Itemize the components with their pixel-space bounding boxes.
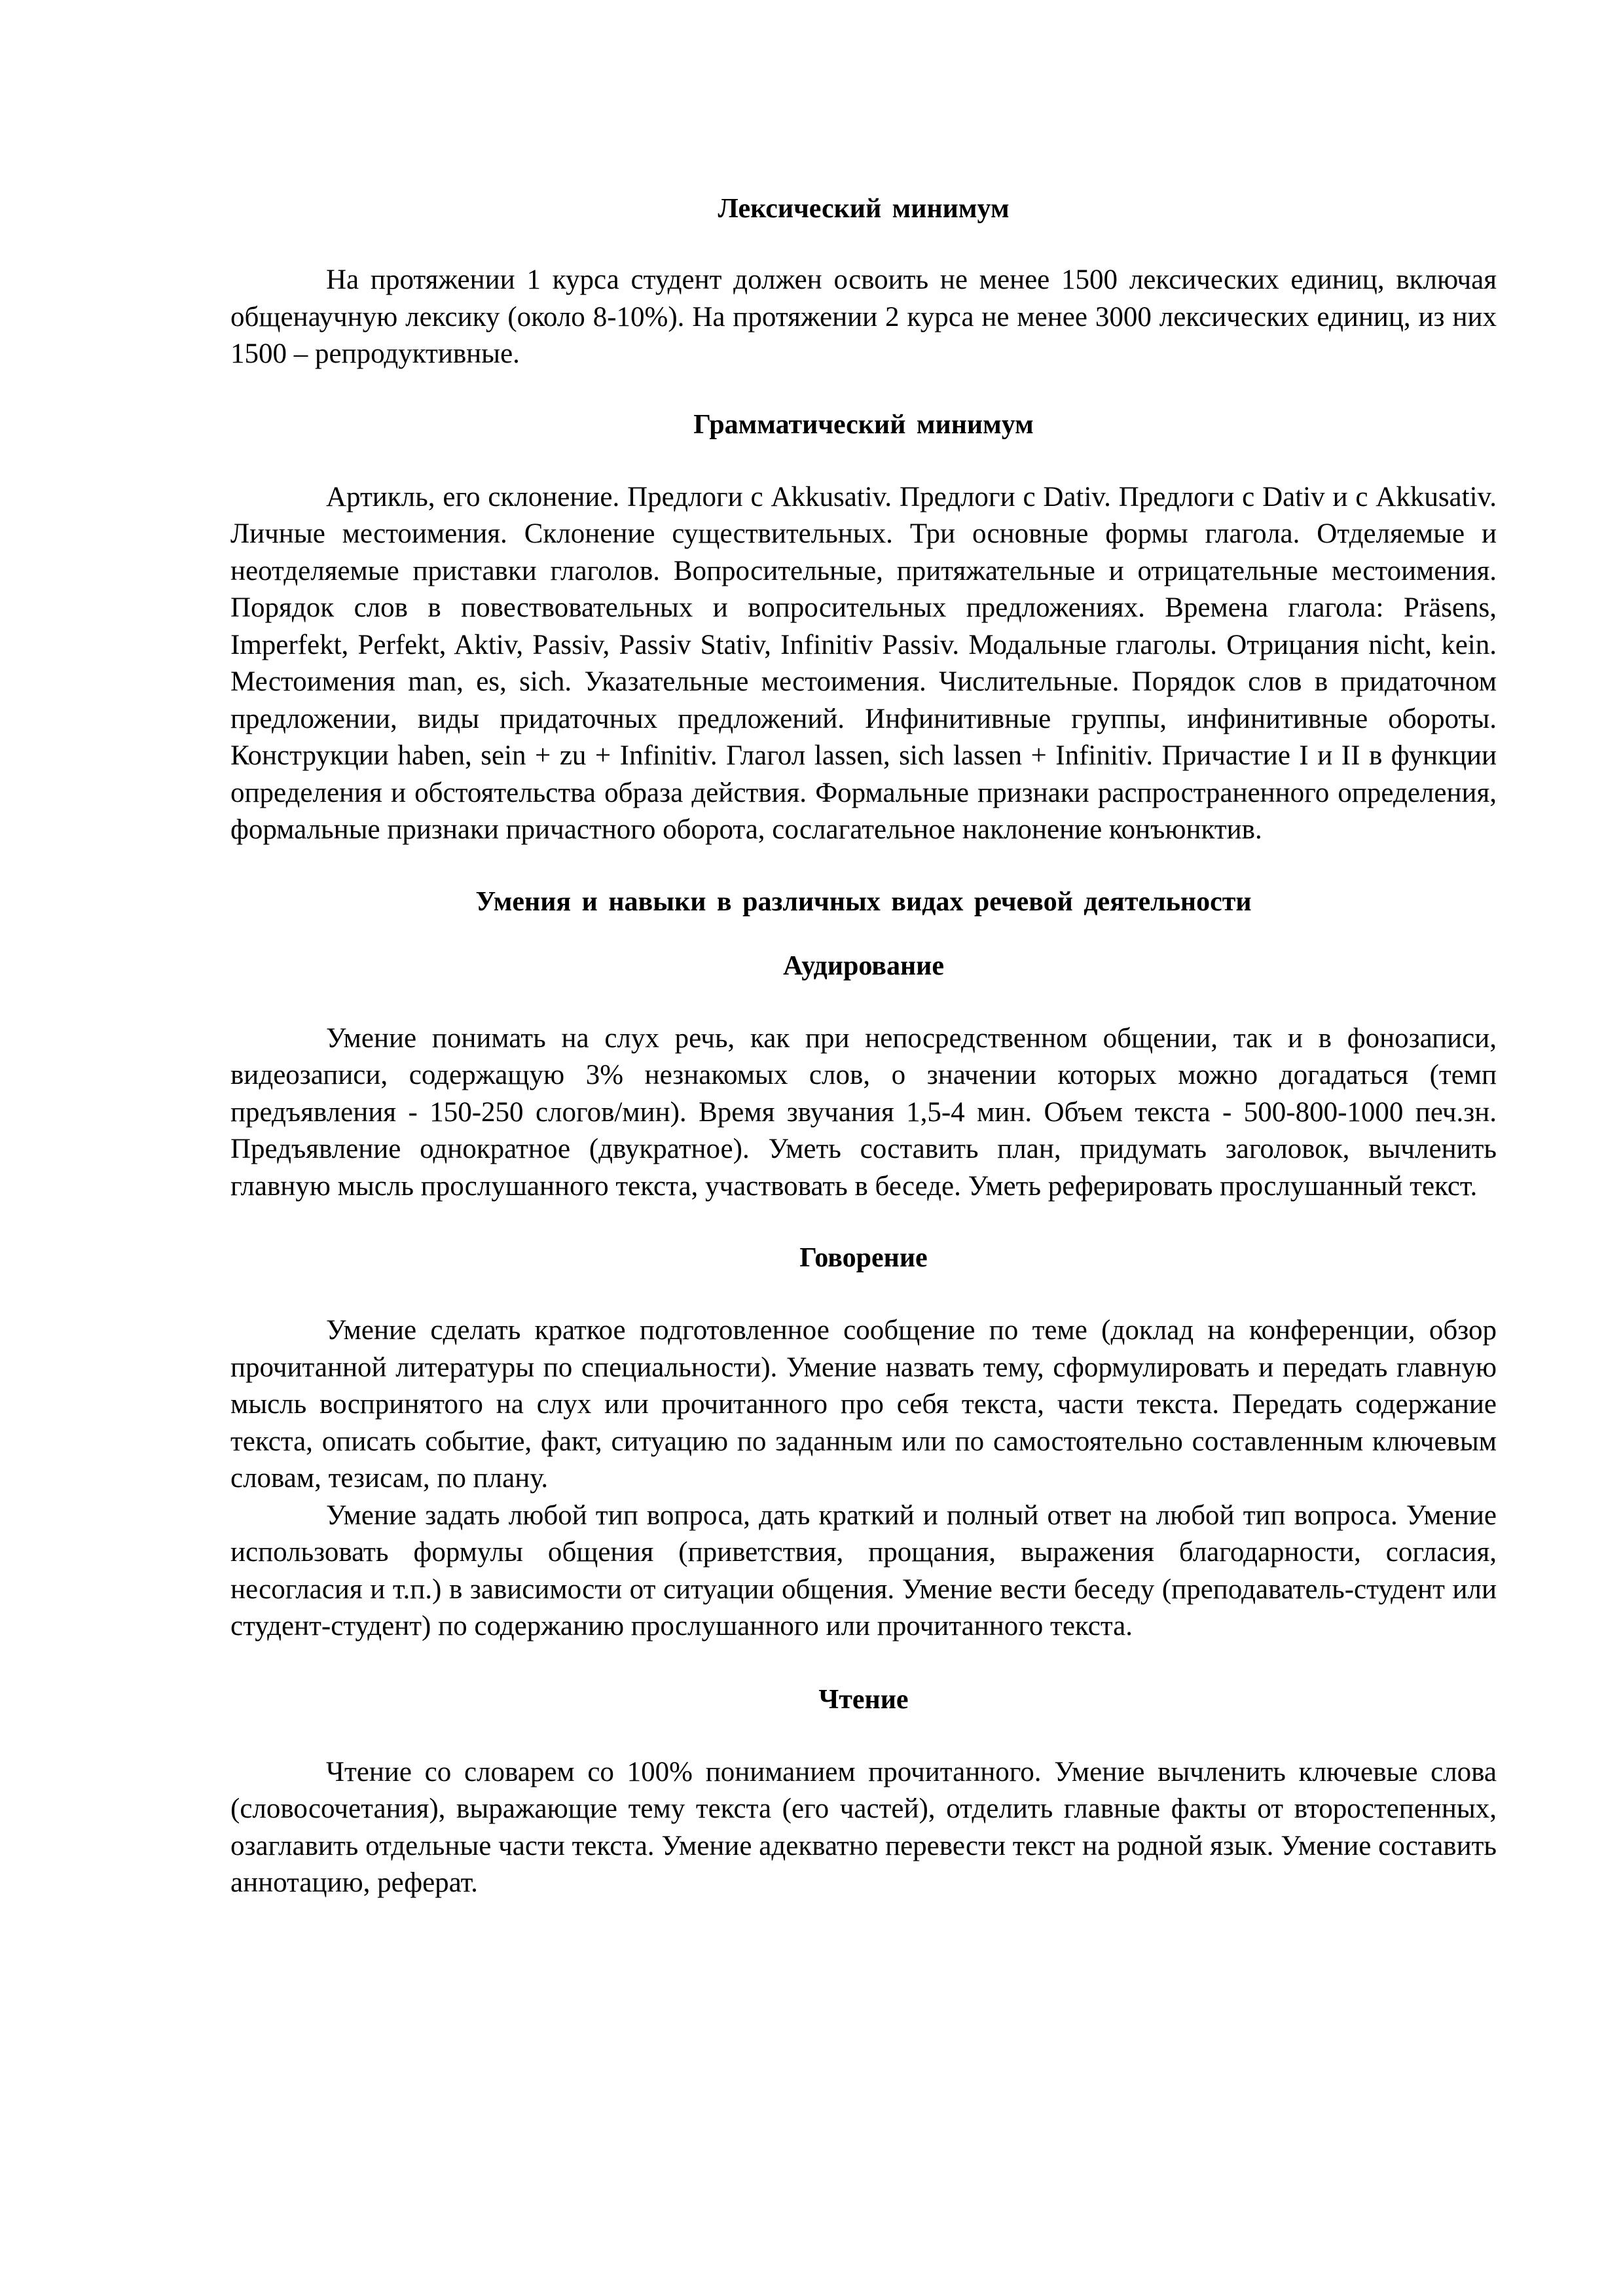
paragraph-grammar-minimum: Артикль, его склонение. Предлоги с Akkusativ. Предлоги с Dativ. Предлоги с Dativ и с Akkusativ. Личные местоимения. Склонение существительных. Три основные формы глагола. Отделяемые и неотделяемые приставки глаголов. Вопросительные, притяжательные и отрицательные местоимения. Порядок слов в повествовательных и вопросительных предложениях. Времена глагола: Präsens, Imperfekt, Perfekt, Aktiv, Passiv, Passiv Stativ, Infinitiv Passiv. Модальные глаголы. Отрицания nicht, kein. Местоимения man, es, sich. Указательные местоимения. Числительные. Порядок слов в придаточном предложении, виды придаточных предложений. Инфинитивные группы, инфинитивные обороты. Конструкции haben, sein + zu + Infinitiv. Глагол lassen, sich lassen + Infinitiv. Причастие I и II в функции определения и обстоятельства образа действия. Формальные признаки распространенного определения, формальные признаки причастного оборота, сослагательное наклонение конъюнктив. [230,481,1497,845]
heading-speech-skills: Умения и навыки в различных видах речевой деятельности [475,886,1252,917]
heading-lexical-minimum: Лексический минимум [718,194,1010,224]
heading-reading: Чтение [818,1684,909,1715]
heading-grammar-minimum: Грамматический минимум [693,409,1034,440]
paragraph-speaking-2: Умение задать любой тип вопроса, дать краткий и полный ответ на любой тип вопроса. Умение использовать формулы общения (приветствия, прощания, выражения благодарности, согласия, несогласия и т.п.) в зависимости от ситуации общения. Умение вести беседу (преподаватель-студент или студент-студент) по содержанию прослушанного или прочитанного текста. [230,1499,1497,1641]
paragraph-speaking-1: Умение сделать краткое подготовленное сообщение по теме (доклад на конференции, обзор прочитанной литературы по специальности). Умение назвать тему, сформулировать и передать главную мысль воспринятого на слух или прочитанного про себя текста, части текста. Передать содержание текста, описать событие, факт, ситуацию по заданным или по самостоятельно составленным ключевым словам, тезисам, по плану. [230,1315,1497,1494]
paragraph-listening: Умение понимать на слух речь, как при непосредственном общении, так и в фонозаписи, видеозаписи, содержащую 3% незнакомых слов, о значении которых можно догадаться (темп предъявления - 150-250 слогов/мин). Время звучания 1,5-4 мин. Объем текста - 500-800-1000 печ.зн. Предъявление однократное (двукратное). Уметь составить план, придумать заголовок, вычленить главную мысль прослушанного текста, участвовать в беседе. Уметь реферировать прослушанный текст. [230,1022,1497,1202]
paragraph-lexical-minimum: На протяжении 1 курса студент должен освоить не менее 1500 лексических единиц, включая общенаучную лексику (около 8-10%). На протяжении 2 курса не менее 3000 лексических единиц, из них 1500 – репродуктивные. [230,264,1497,369]
heading-speaking: Говорение [799,1243,928,1273]
document-page [230,190,1497,1902]
paragraph-reading: Чтение со словарем со 100% пониманием прочитанного. Умение вычленить ключевые слова (словосочетания), выражающие тему текста (его частей), отделить главные факты от второстепенных, озаглавить отдельные части текста. Умение адекватно перевести текст на родной язык. Умение составить аннотацию, реферат. [230,1756,1497,1898]
heading-listening: Аудирование [782,950,945,981]
